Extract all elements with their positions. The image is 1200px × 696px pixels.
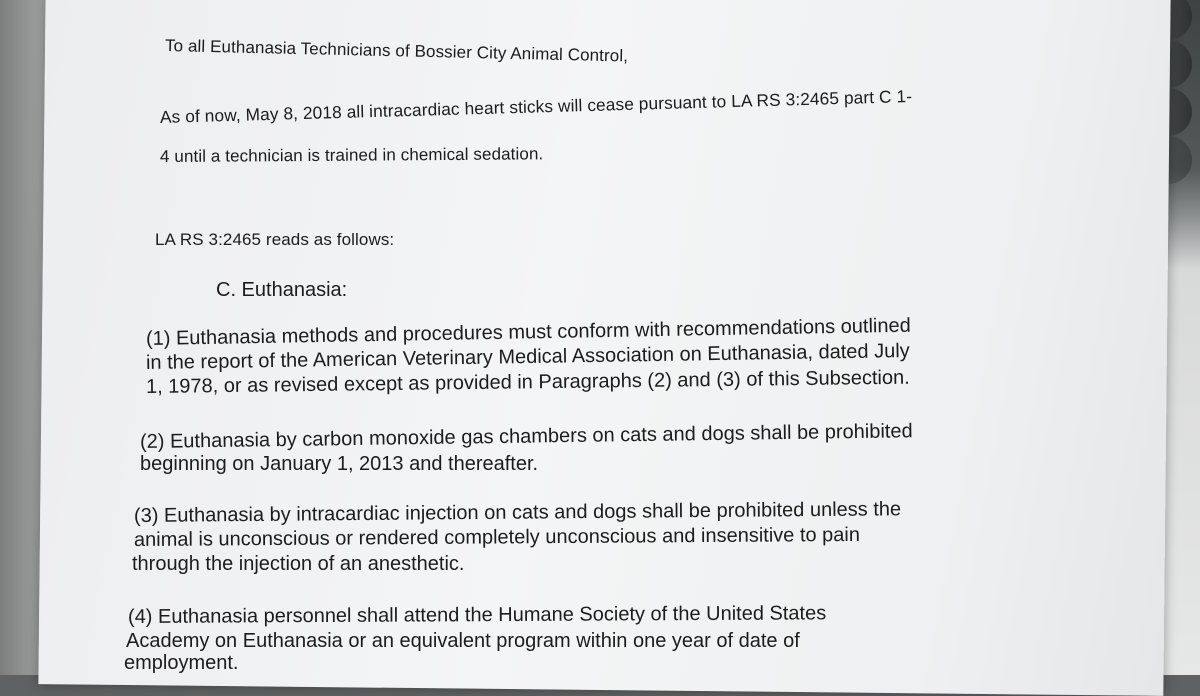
paragraph-2-line: beginning on January 1, 2013 and thereafter. bbox=[140, 453, 539, 475]
paragraph-1-line: in the report of the American Veterinary Medical Association on Euthanasia, dated July bbox=[145, 340, 910, 374]
paragraph-1-line: (1) Euthanasia methods and procedures must conform with recommendations outlined bbox=[145, 314, 911, 350]
notice-line: 4 until a technician is trained in chemical sedation. bbox=[159, 144, 544, 166]
statute-intro: LA RS 3:2465 reads as follows: bbox=[155, 230, 395, 249]
paragraph-1-line: 1, 1978, or as revised except as provided in Paragraphs (2) and (3) of this Subsection. bbox=[145, 366, 910, 398]
paragraph-4-line: (4) Euthanasia personnel shall attend the Humane Society of the United States bbox=[127, 602, 827, 628]
paragraph-4-line: employment. bbox=[124, 652, 239, 674]
paragraph-3-line: (3) Euthanasia by intracardiac injection on cats and dogs shall be prohibited unless the bbox=[133, 498, 902, 527]
notice-line: As of now, May 8, 2018 all intracardiac heart sticks will cease pursuant to LA RS 3:2465 part C 1- bbox=[159, 85, 913, 127]
paragraph-3-line: through the injection of an anesthetic. bbox=[132, 553, 465, 575]
paragraph-3-line: animal is unconscious or rendered completely unconscious and insensitive to pain bbox=[133, 523, 861, 551]
section-heading: C. Euthanasia: bbox=[216, 279, 348, 301]
paragraph-4-line: Academy on Euthanasia or an equivalent program within one year of date of bbox=[126, 630, 800, 652]
salutation: To all Euthanasia Technicians of Bossier City Animal Control, bbox=[164, 36, 629, 66]
paragraph-2-line: (2) Euthanasia by carbon monoxide gas chambers on cats and dogs shall be prohibited bbox=[139, 420, 913, 453]
